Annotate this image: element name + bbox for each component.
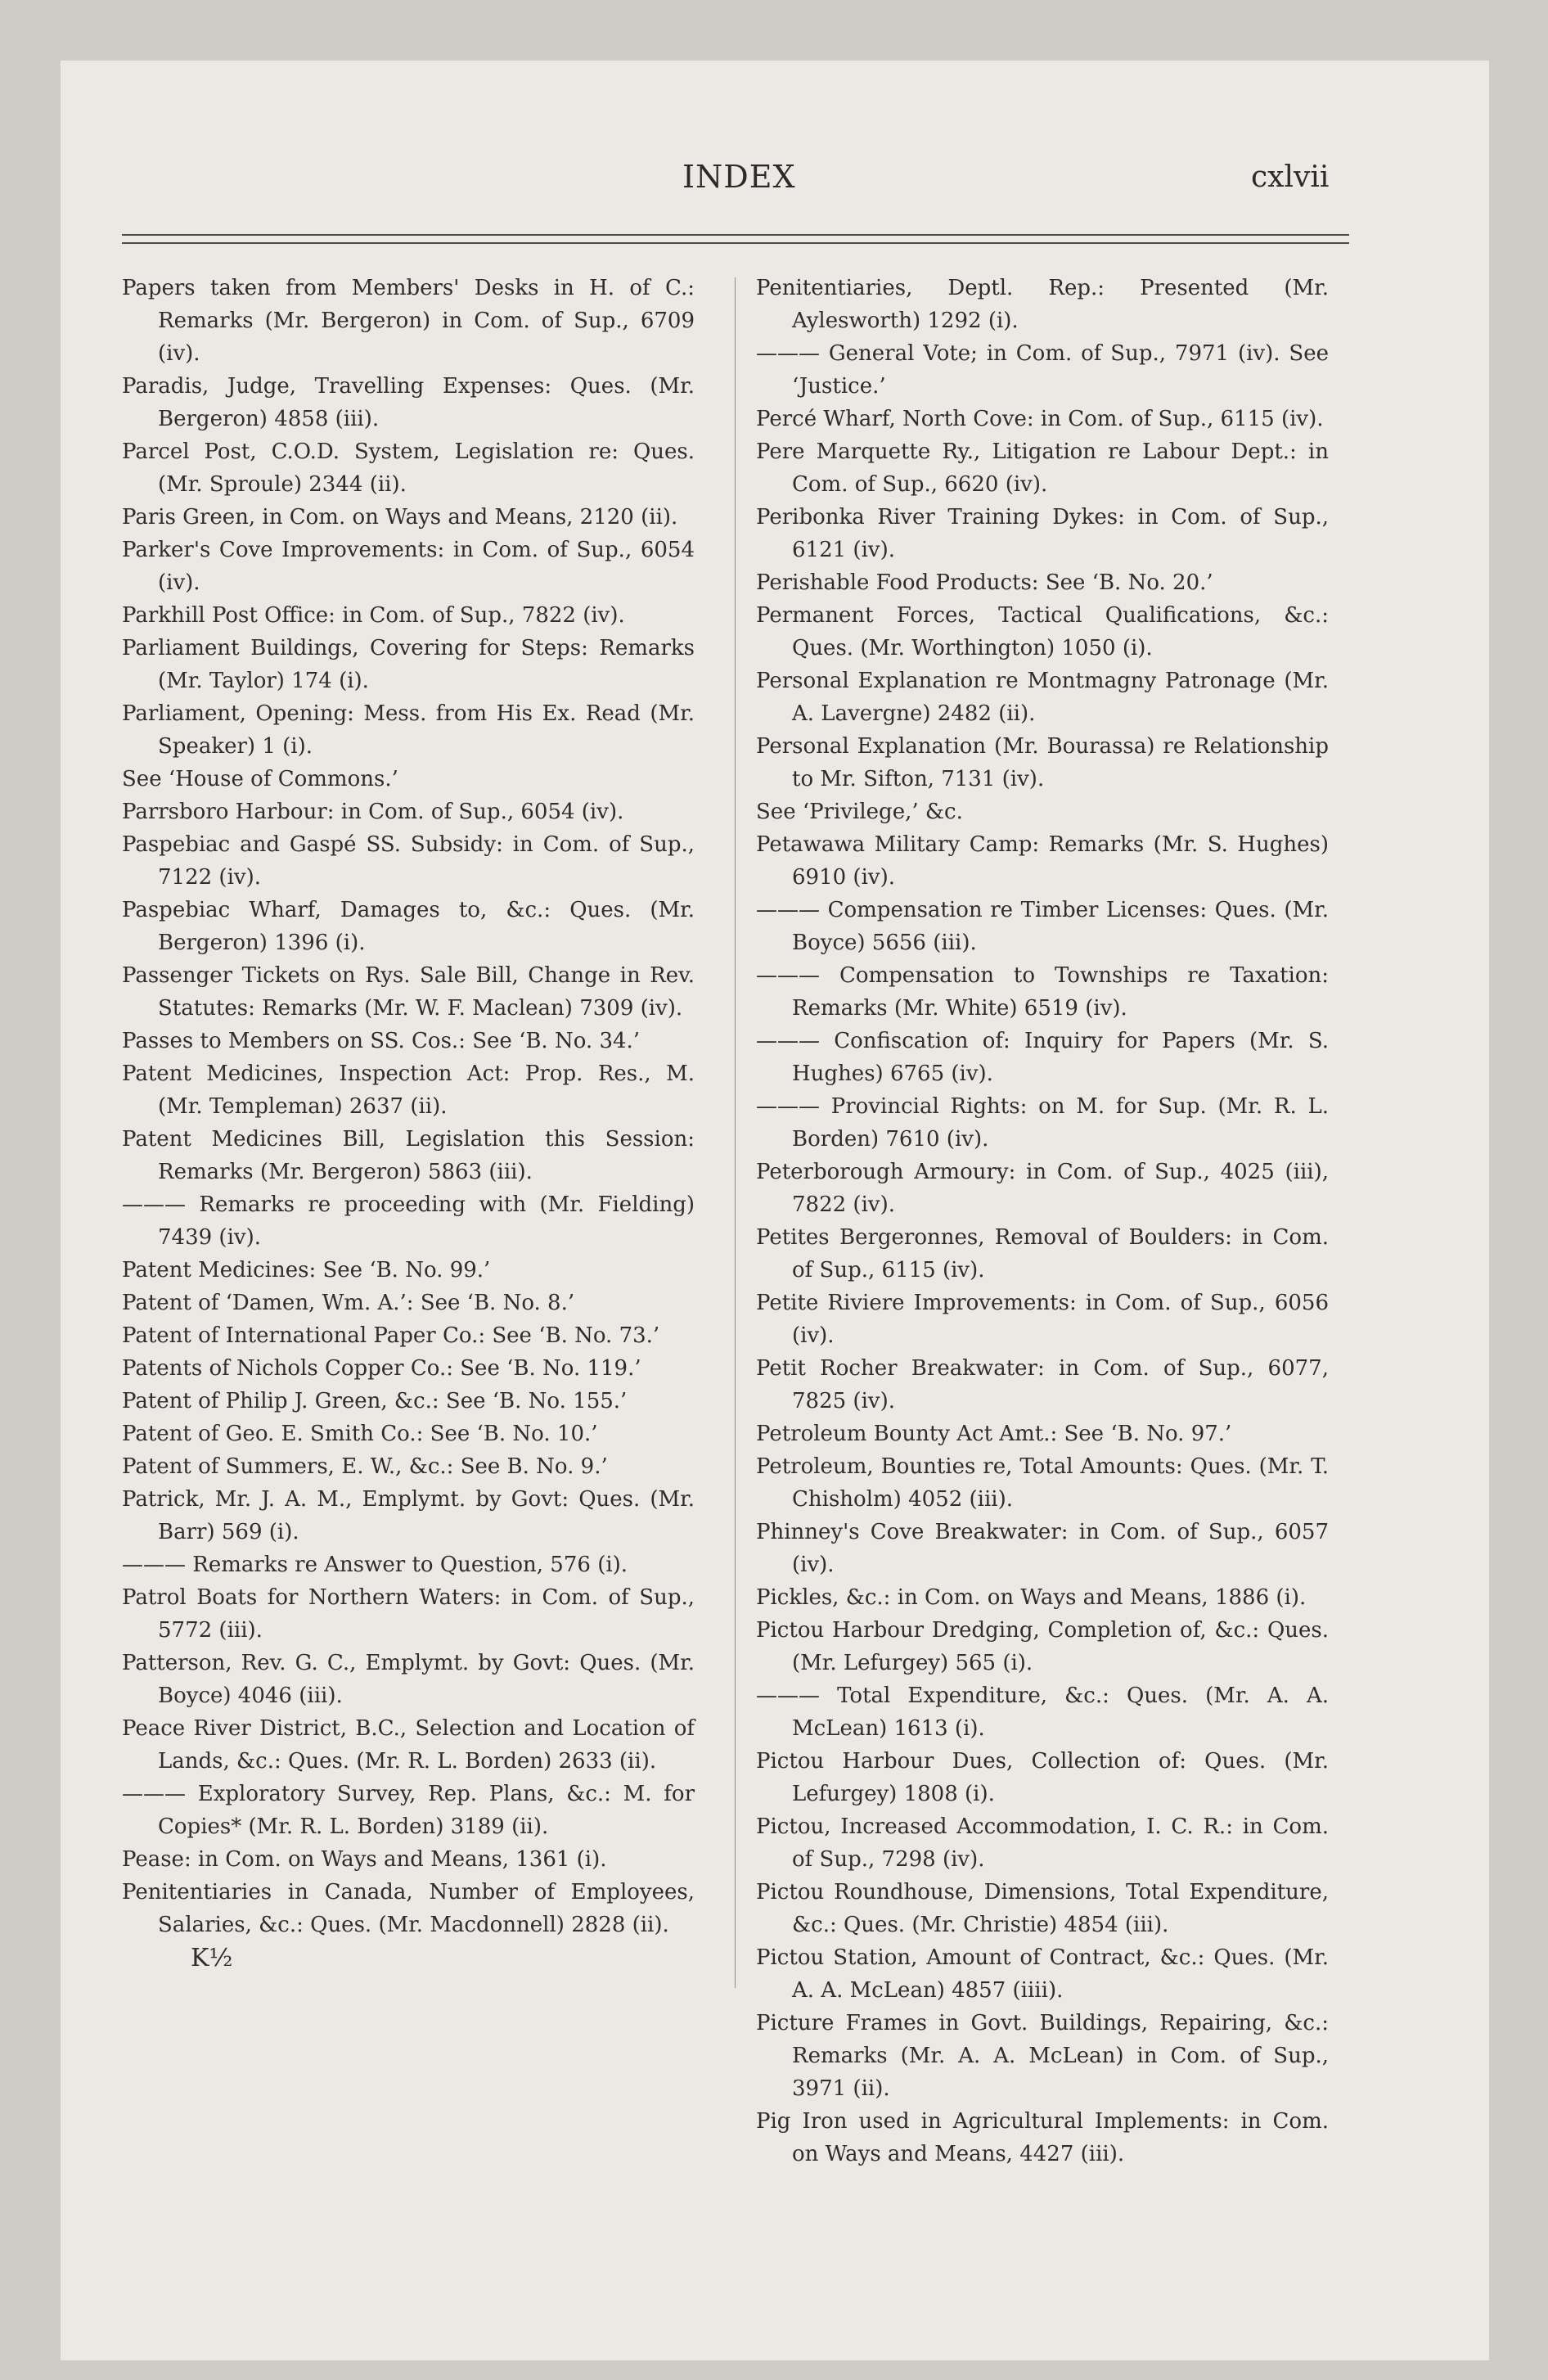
index-entry: Penitentiaries, Deptl. Rep.: Presented (Mr. Aylesworth) 1292 (i). [756, 276, 1329, 333]
index-entry: Parliament, Opening: Mess. from His Ex. Read (Mr. Speaker) 1 (i). [122, 701, 695, 759]
index-entry: Paris Green, in Com. on Ways and Means, 2120 (ii). [122, 505, 678, 530]
index-entry: Pictou, Increased Accommodation, I. C. R.: in Com. of Sup., 7298 (iv). [756, 1814, 1329, 1872]
book-page [61, 61, 1489, 2360]
signature-mark: K½ [191, 1944, 233, 1972]
index-entry: Parkhill Post Office: in Com. of Sup., 7822 (iv). [122, 603, 625, 628]
index-entry: Petawawa Military Camp: Remarks (Mr. S. Hughes) 6910 (iv). [756, 832, 1329, 890]
index-entry: Petites Bergeronnes, Removal of Boulders: in Com. of Sup., 6115 (iv). [756, 1225, 1329, 1282]
index-entry: Perishable Food Products: See ‘B. No. 20.’ [756, 570, 1213, 595]
index-entry: Paspebiac Wharf, Damages to, &c.: Ques. (Mr. Bergeron) 1396 (i). [122, 898, 695, 955]
index-entry: Petite Riviere Improvements: in Com. of Sup., 6056 (iv). [756, 1291, 1329, 1348]
column-divider [735, 277, 736, 1988]
index-entry: ——— Total Expenditure, &c.: Ques. (Mr. A. A. McLean) 1613 (i). [756, 1684, 1329, 1741]
index-entry: ——— Remarks re proceeding with (Mr. Fielding) 7439 (iv). [122, 1192, 695, 1250]
index-entry: Paradis, Judge, Travelling Expenses: Ques. (Mr. Bergeron) 4858 (iii). [122, 374, 695, 431]
index-entry: Patrick, Mr. J. A. M., Emplymt. by Govt: Ques. (Mr. Barr) 569 (i). [122, 1487, 695, 1544]
index-entry: Pictou Roundhouse, Dimensions, Total Expenditure, &c.: Ques. (Mr. Christie) 4854 (iii). [756, 1880, 1329, 1937]
index-entry: Pickles, &c.: in Com. on Ways and Means, 1886 (i). [756, 1585, 1307, 1610]
left-column [122, 272, 695, 1976]
index-entry: Permanent Forces, Tactical Qualifications, &c.: Ques. (Mr. Worthington) 1050 (i). [756, 603, 1329, 660]
right-column [756, 272, 1329, 2170]
index-entry: Patent of International Paper Co.: See ‘B. No. 73.’ [122, 1323, 660, 1348]
index-entry: Passes to Members on SS. Cos.: See ‘B. No. 34.’ [122, 1029, 641, 1053]
header-rule [122, 234, 1349, 244]
page-title: INDEX [682, 159, 796, 195]
index-entry: Peterborough Armoury: in Com. of Sup., 4025 (iii), 7822 (iv). [756, 1160, 1329, 1217]
index-entry: Parker's Cove Improvements: in Com. of Sup., 6054 (iv). [122, 538, 695, 595]
page-number: cxlvii [1251, 160, 1330, 194]
index-entry: Petroleum, Bounties re, Total Amounts: Ques. (Mr. T. Chisholm) 4052 (iii). [756, 1454, 1329, 1512]
index-entry: See ‘House of Commons.’ [122, 767, 398, 791]
index-entry: Phinney's Cove Breakwater: in Com. of Sup., 6057 (iv). [756, 1520, 1329, 1577]
index-entry: Parrsboro Harbour: in Com. of Sup., 6054 (iv). [122, 800, 624, 824]
index-entry: Percé Wharf, North Cove: in Com. of Sup., 6115 (iv). [756, 407, 1324, 431]
index-entry: Pictou Station, Amount of Contract, &c.: Ques. (Mr. A. A. McLean) 4857 (iiii). [756, 1945, 1329, 2003]
index-entry: Patent of Philip J. Green, &c.: See ‘B. No. 155.’ [122, 1389, 628, 1413]
index-entry: ——— Compensation re Timber Licenses: Ques. (Mr. Boyce) 5656 (iii). [756, 898, 1329, 955]
index-entry: Patent Medicines, Inspection Act: Prop. Res., M. (Mr. Templeman) 2637 (ii). [122, 1062, 695, 1119]
index-entry: Peace River District, B.C., Selection and Location of Lands, &c.: Ques. (Mr. R. L. Borden) 2633 (ii). [122, 1716, 695, 1774]
index-entry: Petroleum Bounty Act Amt.: See ‘B. No. 97.’ [756, 1422, 1232, 1446]
index-entry: Patrol Boats for Northern Waters: in Com. of Sup., 5772 (iii). [122, 1585, 695, 1643]
index-entry: ——— Provincial Rights: on M. for Sup. (Mr. R. L. Borden) 7610 (iv). [756, 1094, 1329, 1152]
index-entry: Paspebiac and Gaspé SS. Subsidy: in Com. of Sup., 7122 (iv). [122, 832, 695, 890]
index-entry: Patents of Nichols Copper Co.: See ‘B. No. 119.’ [122, 1356, 641, 1381]
index-entry: Pease: in Com. on Ways and Means, 1361 (i). [122, 1847, 607, 1872]
index-entry: Patent Medicines Bill, Legislation this Session: Remarks (Mr. Bergeron) 5863 (iii). [122, 1127, 695, 1184]
index-entry: Patent of Geo. E. Smith Co.: See ‘B. No. 10.’ [122, 1422, 598, 1446]
index-entry: Petit Rocher Breakwater: in Com. of Sup., 6077, 7825 (iv). [756, 1356, 1329, 1413]
index-entry: Personal Explanation re Montmagny Patronage (Mr. A. Lavergne) 2482 (ii). [756, 669, 1329, 726]
index-entry: ——— Confiscation of: Inquiry for Papers (Mr. S. Hughes) 6765 (iv). [756, 1029, 1329, 1086]
index-entry: Patent of ‘Damen, Wm. A.’: See ‘B. No. 8.’ [122, 1291, 575, 1315]
index-entry: Papers taken from Members' Desks in H. of C.: Remarks (Mr. Bergeron) in Com. of Sup., 6709 (iv). [122, 276, 695, 366]
index-entry: ——— Remarks re Answer to Question, 576 (i). [122, 1553, 628, 1577]
index-entry: ——— Exploratory Survey, Rep. Plans, &c.: M. for Copies* (Mr. R. L. Borden) 3189 (ii). [122, 1782, 695, 1839]
index-entry: Patterson, Rev. G. C., Emplymt. by Govt: Ques. (Mr. Boyce) 4046 (iii). [122, 1651, 695, 1708]
index-entry: Patent Medicines: See ‘B. No. 99.’ [122, 1258, 491, 1282]
index-entry: Personal Explanation (Mr. Bourassa) re Relationship to Mr. Sifton, 7131 (iv). [756, 734, 1329, 791]
index-entry: Pictou Harbour Dues, Collection of: Ques. (Mr. Lefurgey) 1808 (i). [756, 1749, 1329, 1806]
index-entry: See ‘Privilege,’ &c. [756, 800, 963, 824]
index-entry: ——— General Vote; in Com. of Sup., 7971 (iv). See ‘Justice.’ [756, 341, 1329, 399]
index-entry: ——— Compensation to Townships re Taxation: Remarks (Mr. White) 6519 (iv). [756, 963, 1329, 1021]
index-entry: Parcel Post, C.O.D. System, Legislation re: Ques. (Mr. Sproule) 2344 (ii). [122, 439, 695, 497]
index-entry: Parliament Buildings, Covering for Steps: Remarks (Mr. Taylor) 174 (i). [122, 636, 695, 693]
index-entry: Pictou Harbour Dredging, Completion of, &c.: Ques. (Mr. Lefurgey) 565 (i). [756, 1618, 1329, 1675]
index-entry: Pere Marquette Ry., Litigation re Labour Dept.: in Com. of Sup., 6620 (iv). [756, 439, 1329, 497]
index-entry: Pig Iron used in Agricultural Implements: in Com. on Ways and Means, 4427 (iii). [756, 2109, 1329, 2166]
index-entry: Patent of Summers, E. W., &c.: See B. No. 9.’ [122, 1454, 608, 1479]
index-entry: Peribonka River Training Dykes: in Com. of Sup., 6121 (iv). [756, 505, 1329, 562]
index-entry: Picture Frames in Govt. Buildings, Repairing, &c.: Remarks (Mr. A. A. McLean) in Com. of Sup., 3971 (ii). [756, 2011, 1329, 2101]
index-entry: Penitentiaries in Canada, Number of Employees, Salaries, &c.: Ques. (Mr. Macdonnell) 2828 (ii). [122, 1880, 695, 1937]
index-entry: Passenger Tickets on Rys. Sale Bill, Change in Rev. Statutes: Remarks (Mr. W. F. Maclean) 7309 (iv). [122, 963, 695, 1021]
